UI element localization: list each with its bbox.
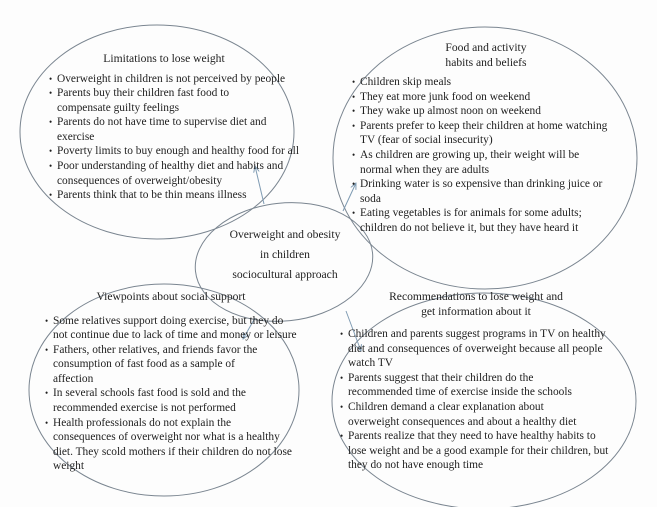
list-item: • They eat more junk food on weekend <box>352 90 620 105</box>
item-list <box>340 327 612 473</box>
item-list <box>45 314 297 475</box>
node-title: Food and activity habits and beliefs <box>445 41 527 69</box>
list-item: • Parents prefer to keep their children at home watching TV (fear of social insecurity) <box>352 119 620 148</box>
list-item: • Eating vegetables is for animals for some adults; children do not believe it, but they have heard it <box>352 206 620 235</box>
list-item: • Children skip meals <box>352 75 620 90</box>
list-item: • Parents suggest that their children do the recommended time of exercise inside the schools <box>340 371 593 400</box>
list-item: • Poor understanding of healthy diet and habits and consequences of overweight/obesity <box>49 159 289 188</box>
list-item: • In several schools fast food is sold and the recommended exercise is not performed <box>45 386 297 415</box>
item-list <box>352 75 620 236</box>
node-recommendations <box>340 290 612 473</box>
list-item: • As children are growing up, their weight will be normal when they are adults <box>352 148 605 177</box>
list-item: • Parents realize that they need to have healthy habits to lose weight and be a good example for their children, but they do not have enough time <box>340 429 613 473</box>
list-item: • Parents think that to be thin means illness <box>49 188 299 203</box>
node-title: Recommendations to lose weight and get information about it <box>389 290 563 318</box>
list-item: • They wake up almost noon on weekend <box>352 104 620 119</box>
list-item: • Parents do not have time to supervise diet and exercise <box>49 115 299 144</box>
center-line: in children <box>260 248 310 261</box>
node-habits <box>352 41 620 236</box>
node-social-support <box>45 290 297 474</box>
node-center <box>205 225 365 285</box>
list-item: • Health professionals do not explain the consequences of overweight nor what is a healthy diet. They scold mothers if their children do not lose weight <box>45 416 293 474</box>
node-title: Viewpoints about social support <box>96 290 246 303</box>
list-item: • Children and parents suggest programs in TV on healthy diet and consequences of overweight because all people watch TV <box>340 327 612 371</box>
node-limitations <box>49 52 299 203</box>
list-item: • Overweight in children is not perceived by people <box>49 72 299 87</box>
list-item: • Drinking water is so expensive than drinking juice or soda <box>352 177 620 206</box>
center-line: sociocultural approach <box>232 268 338 281</box>
list-item: • Children demand a clear explanation about overweight consequences and about a healthy diet <box>340 400 593 429</box>
node-title: Limitations to lose weight <box>103 52 225 65</box>
list-item: • Fathers, other relatives, and friends favor the consumption of fast food as a sample of affection <box>45 343 268 387</box>
center-line: Overweight and obesity <box>229 228 341 241</box>
list-item: • Poverty limits to buy enough and healthy food for all <box>49 144 299 159</box>
list-item: • Parents buy their children fast food to compensate guilty feelings <box>49 86 277 115</box>
item-list <box>49 72 299 203</box>
list-item: • Some relatives support doing exercise, but they do not continue due to lack of time and money or leisure <box>45 314 297 343</box>
